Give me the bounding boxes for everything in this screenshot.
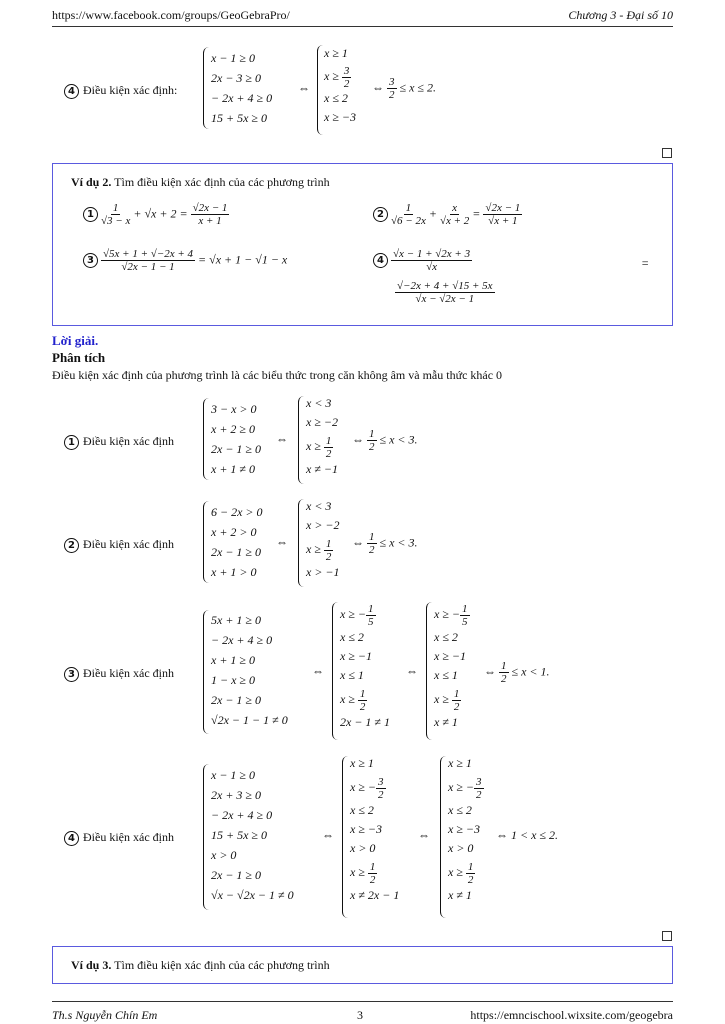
solution-1-system: 3 − x > 0 x + 2 ≥ 0 2x − 1 ≥ 0 x + 1 ≠ 0 <box>211 402 262 476</box>
solution-3-system-3: x ≥ − $\frac{1}{5}$ x ≤ 2 x ≥ −1 x ≤ 1 x ≥ $\frac{1}{2}$ x ≠ 1 <box>434 602 468 729</box>
solution-1: 1 Điều kiện xác định <box>64 432 174 450</box>
header-chapter: Chương 3 - Đại số 10 <box>568 8 673 22</box>
page-footer <box>52 1001 673 1024</box>
brace <box>203 47 210 129</box>
equation-4: 4 $\frac{√x - 1 + √2x + 3}{√x}$ <box>373 248 472 273</box>
solution-heading: Lời giải. <box>52 333 99 348</box>
equation-1: 1 $\frac{1}{√3 - x}$ + √x + 2 = $\frac{√2x - 1}{x + 1}$ <box>83 202 229 227</box>
solution-2-system-2: x < 3 x > −2 x ≥ $\frac{1}{2}$ x > −1 <box>306 499 340 579</box>
solution-3: 3 Điều kiện xác định <box>64 664 174 682</box>
analysis-heading: Phân tích <box>52 350 106 365</box>
solution-3-result: ⇔ $\frac{1}{2}$ ≤ x < 1. <box>484 660 550 685</box>
solution-1-system-2: x < 3 x ≥ −2 x ≥ $\frac{1}{2}$ x ≠ −1 <box>306 396 339 476</box>
solution-2: 2 Điều kiện xác định <box>64 535 174 553</box>
example-2-box: Ví dụ 2. Tìm điều kiện xác định của các phương trình 1 $\frac{1}{√3 - x}$ + √x + 2 = $\frac{√2x - 1}{x + 1}$ 2 $\frac{1}{√6 - 2x}$ + $\frac{x}{√x + 2}$ = $\frac{√2x - 1}{√x + 1}$ 3 $\frac{√5x + 1 + √-2x + 4}{√2x - 1 - 1}$ = √x + 1 − √1 − x 4 $\frac{√x - 1 + √2x + 3}{√x}$ = $\frac{√-2x + 4 + √15 + 5x}{√x - √2x - 1}$ <box>52 163 673 326</box>
header-link[interactable]: https://www.facebook.com/groups/GeoGebraPro/ <box>52 8 290 22</box>
solution-4-system-2: x ≥ 1 x ≥ − $\frac{3}{2}$ x ≤ 2 x ≥ −3 x > 0 x ≥ $\frac{1}{2}$ x ≠ 2x − 1 <box>350 756 400 902</box>
page-header <box>52 6 673 27</box>
example-3-box <box>52 946 673 984</box>
example-2-heading: Ví dụ 2. Tìm điều kiện xác định của các phương trình <box>71 175 330 189</box>
qed-box <box>662 931 672 941</box>
equation-2: 2 $\frac{1}{√6 - 2x}$ + $\frac{x}{√x + 2}$ = $\frac{√2x - 1}{√x + 1}$ <box>373 202 522 227</box>
footer-author: Th.s Nguyễn Chín Em <box>52 1008 158 1022</box>
solution-4-result: ⇔ 1 < x ≤ 2. <box>496 828 559 842</box>
solution-1-result: ⇔ $\frac{1}{2}$ ≤ x < 3. <box>352 428 418 453</box>
solution-4-system: x − 1 ≥ 0 2x + 3 ≥ 0 − 2x + 4 ≥ 0 15 + 5x ≥ 0 x > 0 2x − 1 ≥ 0 √x − √2x − 1 ≠ 0 <box>211 768 294 902</box>
solution-3-system-2: x ≥ − $\frac{1}{5}$ x ≤ 2 x ≥ −1 x ≤ 1 x ≥ $\frac{1}{2}$ 2x − 1 ≠ 1 <box>340 602 391 729</box>
top-item-4 <box>64 81 177 99</box>
item-number: 4 <box>64 84 79 99</box>
solution-2-system: 6 − 2x > 0 x + 2 > 0 2x − 1 ≥ 0 x + 1 > 0 <box>211 505 263 579</box>
solution-4: 4 Điều kiện xác định <box>64 828 174 846</box>
condition-system: x − 1 ≥ 0 2x − 3 ≥ 0 − 2x + 4 ≥ 0 15 + 5x ≥ 0 <box>211 51 273 125</box>
top-result: ⇔ $\frac{3}{2}$ ≤ x ≤ 2. <box>372 76 436 101</box>
brace <box>317 45 324 135</box>
equation-4-rhs: $\frac{√-2x + 4 + √15 + 5x}{√x - √2x - 1}$ <box>397 280 493 305</box>
footer-link[interactable]: https://emncischool.wixsite.com/geogebra <box>470 1008 673 1022</box>
condition-system-2: x ≥ 1 x ≥ $\frac{3}{2}$ x ≤ 2 x ≥ −3 <box>324 46 357 124</box>
equiv-sign: ⇔ <box>298 81 310 95</box>
condition-label: Điều kiện xác định: <box>83 83 178 97</box>
equation-3: 3 $\frac{√5x + 1 + √-2x + 4}{√2x - 1 - 1}$ = √x + 1 − √1 − x <box>83 248 287 273</box>
page-number: 3 <box>357 1008 363 1022</box>
analysis-text: Điều kiện xác định của phương trình là các biểu thức trong căn không âm và mẫu thức khác 0 <box>52 368 503 382</box>
qed-box <box>662 148 672 158</box>
example-3-heading: Ví dụ 3. Tìm điều kiện xác định của các phương trình <box>71 958 330 972</box>
solution-3-system: 5x + 1 ≥ 0 − 2x + 4 ≥ 0 x + 1 ≥ 0 1 − x ≥ 0 2x − 1 ≥ 0 √2x − 1 − 1 ≠ 0 <box>211 613 288 727</box>
solution-2-result: ⇔ $\frac{1}{2}$ ≤ x < 3. <box>352 531 418 556</box>
solution-4-system-3: x ≥ 1 x ≥ − $\frac{3}{2}$ x ≤ 2 x ≥ −3 x > 0 x ≥ $\frac{1}{2}$ x ≠ 1 <box>448 756 482 902</box>
